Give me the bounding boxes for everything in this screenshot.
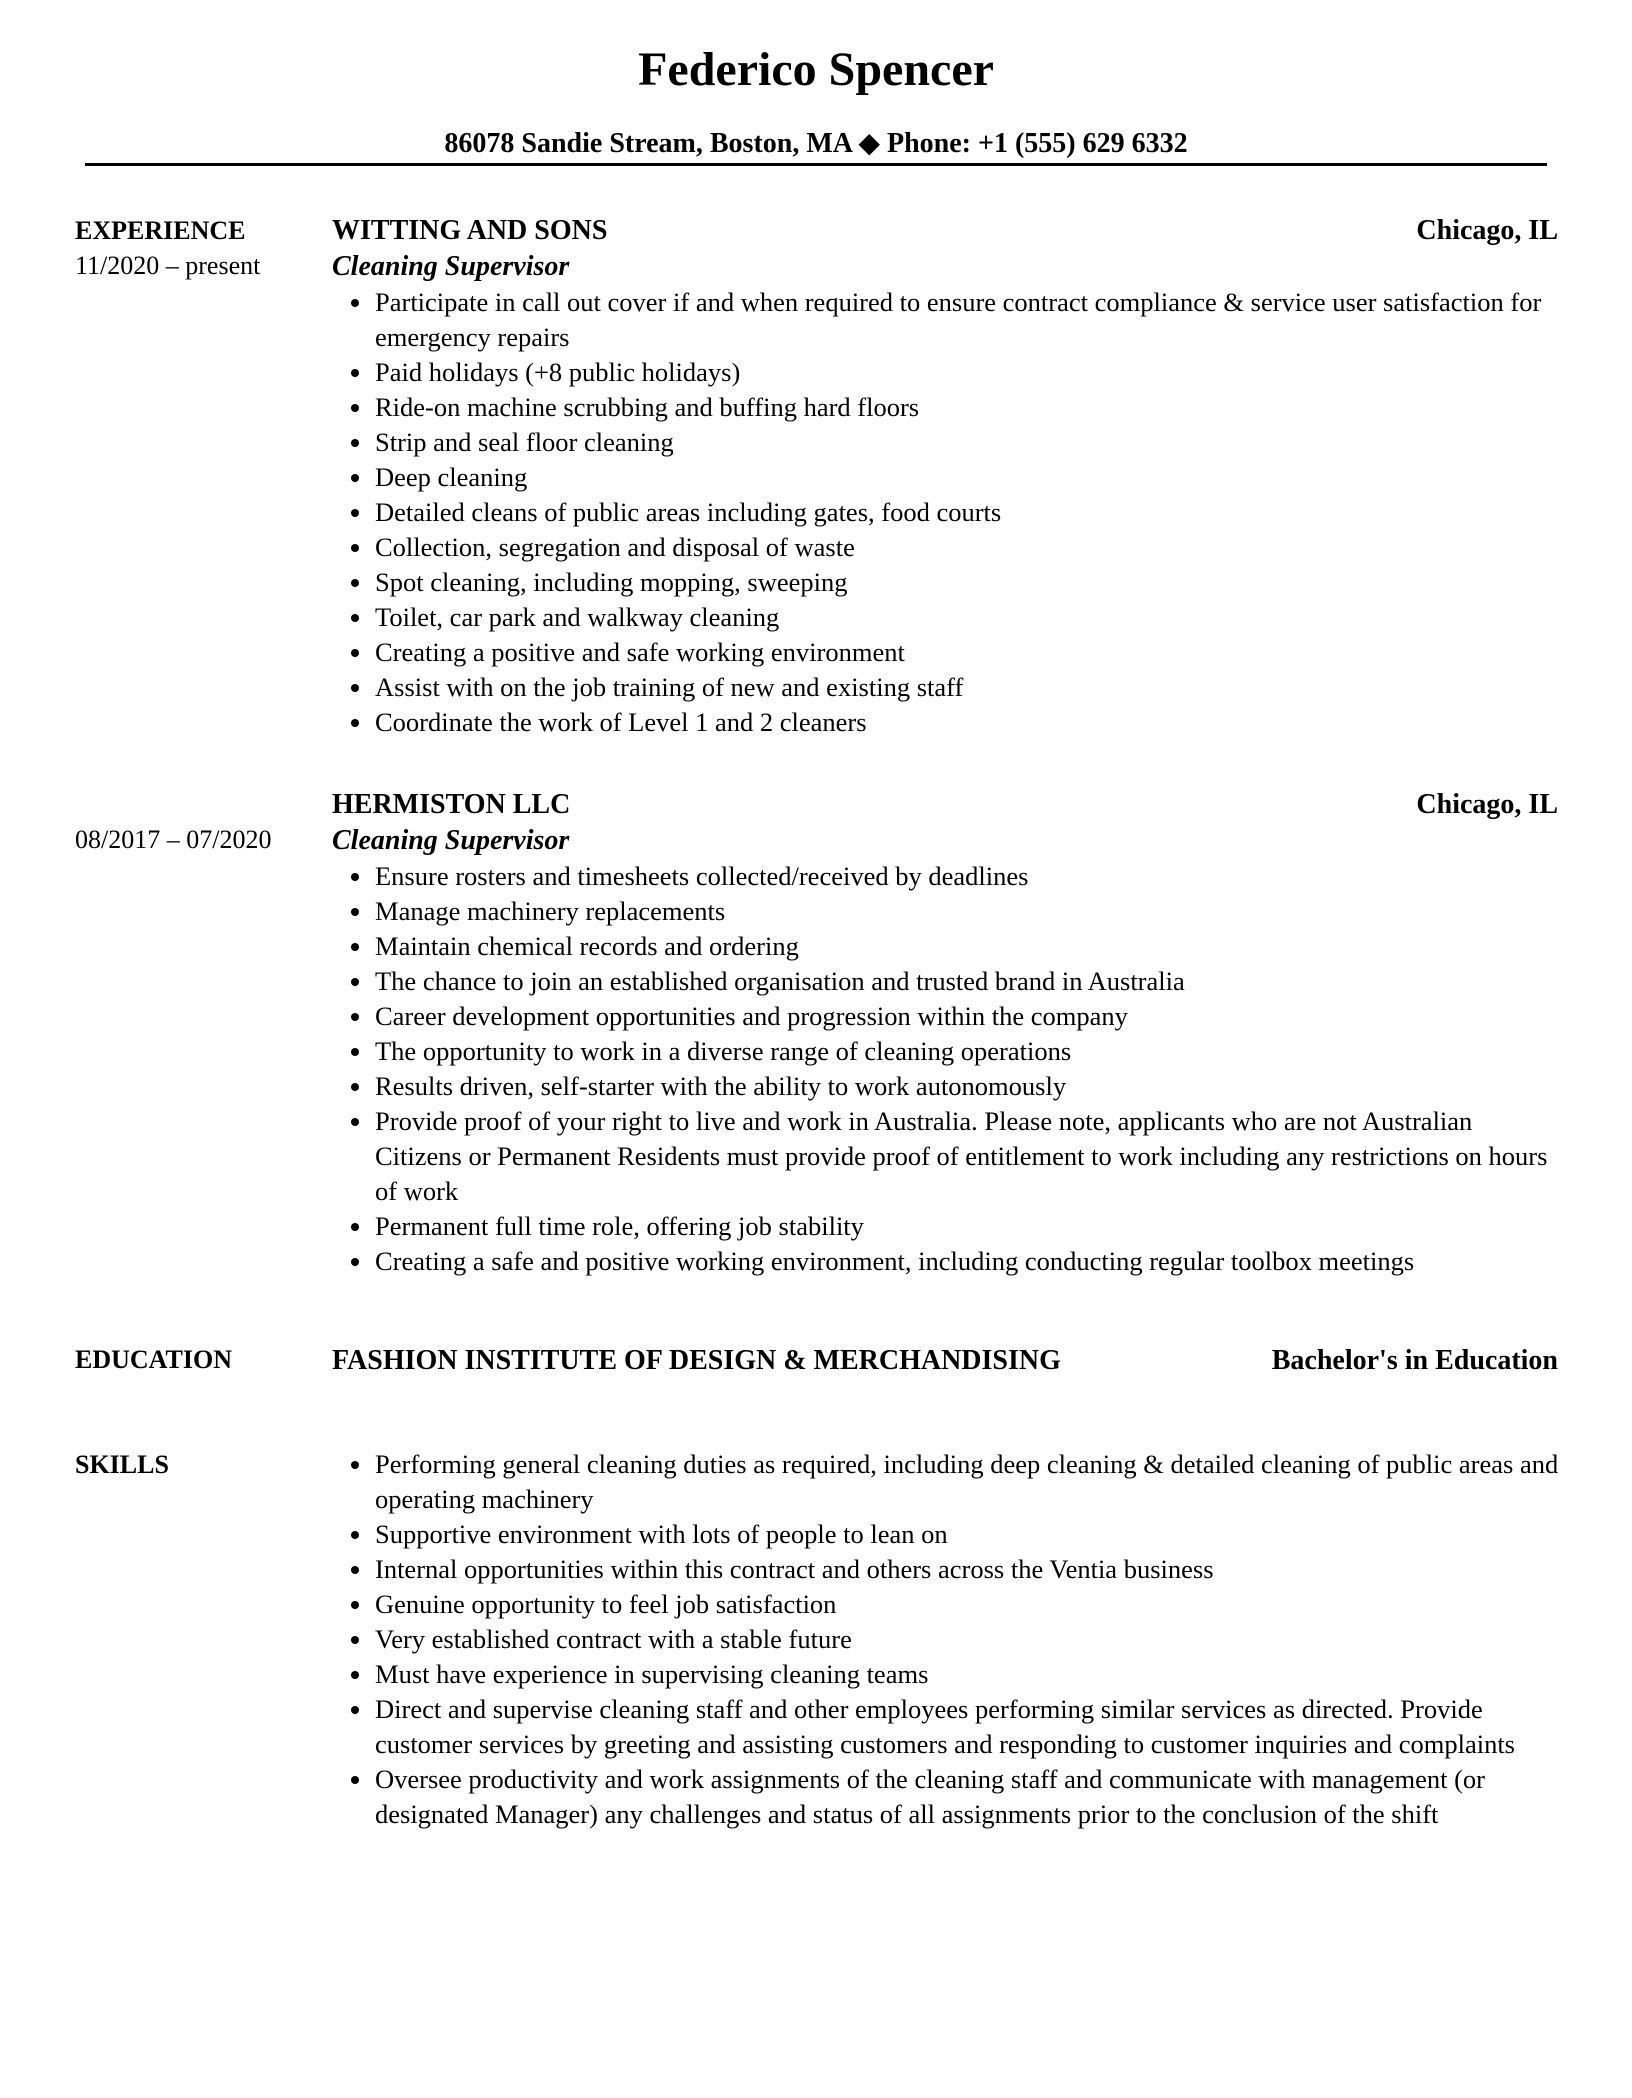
list-item: Toilet, car park and walkway cleaning [332,600,1562,635]
list-item: Manage machinery replacements [332,894,1562,929]
list-item: Direct and supervise cleaning staff and other employees performing similar services as directed. Provide customer services by greeting and assisting customers and responding to customer inquiries and complaints [332,1692,1562,1762]
job-header [332,213,1558,249]
list-item: Collection, segregation and disposal of waste [332,530,1562,565]
job-dates: 08/2017 – 07/2020 [75,825,272,854]
list-item: Strip and seal floor cleaning [332,425,1562,460]
list-item: Paid holidays (+8 public holidays) [332,355,1562,390]
school-name: FASHION INSTITUTE OF DESIGN & MERCHANDISING [332,1345,1061,1376]
list-item: Very established contract with a stable future [332,1622,1562,1657]
candidate-name: Federico Spencer [638,43,994,96]
contact-line: 86078 Sandie Stream, Boston, MA ◆ Phone: +1 (555) 629 6332 [444,128,1188,159]
header-divider [85,163,1547,166]
list-item: Detailed cleans of public areas including gates, food courts [332,495,1562,530]
experience-section-title: EXPERIENCE [75,216,246,245]
job-bullets [332,285,1562,740]
list-item: Creating a safe and positive working environment, including conducting regular toolbox meetings [332,1244,1562,1279]
job-header [332,787,1558,823]
education-entry [332,1343,1558,1379]
list-item: Provide proof of your right to live and work in Australia. Please note, applicants who are not Australian Citizens or Permanent Residents must provide proof of entitlement to work including any restrictions on hours of work [332,1104,1562,1209]
list-item: Creating a positive and safe working environment [332,635,1562,670]
list-item: The opportunity to work in a diverse range of cleaning operations [332,1034,1562,1069]
list-item: Ensure rosters and timesheets collected/received by deadlines [332,859,1562,894]
job-dates: 11/2020 – present [75,251,261,280]
list-item: Ride-on machine scrubbing and buffing hard floors [332,390,1562,425]
list-item: Career development opportunities and progression within the company [332,999,1562,1034]
list-item: Supportive environment with lots of people to lean on [332,1517,1562,1552]
list-item: Internal opportunities within this contract and others across the Ventia business [332,1552,1562,1587]
skills-section-title: SKILLS [75,1450,169,1479]
list-item: Deep cleaning [332,460,1562,495]
list-item: Coordinate the work of Level 1 and 2 cleaners [332,705,1562,740]
list-item: Maintain chemical records and ordering [332,929,1562,964]
job-role: Cleaning Supervisor [332,825,570,856]
list-item: Genuine opportunity to feel job satisfaction [332,1587,1562,1622]
list-item: Performing general cleaning duties as required, including deep cleaning & detailed cleaning of public areas and operating machinery [332,1447,1562,1517]
list-item: Must have experience in supervising cleaning teams [332,1657,1562,1692]
education-section-title: EDUCATION [75,1345,232,1374]
list-item: Participate in call out cover if and when required to ensure contract compliance & service user satisfaction for emergency repairs [332,285,1562,355]
company-name: WITTING AND SONS [332,215,608,246]
list-item: Oversee productivity and work assignments of the cleaning staff and communicate with management (or designated Manager) any challenges and status of all assignments prior to the conclusion of the shift [332,1762,1562,1832]
list-item: The chance to join an established organisation and trusted brand in Australia [332,964,1562,999]
list-item: Permanent full time role, offering job stability [332,1209,1562,1244]
job-location: Chicago, IL [1416,215,1558,246]
job-location: Chicago, IL [1416,789,1558,820]
list-item: Assist with on the job training of new and existing staff [332,670,1562,705]
list-item: Results driven, self-starter with the ability to work autonomously [332,1069,1562,1104]
degree: Bachelor's in Education [1271,1345,1558,1376]
skills-bullets [332,1447,1562,1832]
job-bullets [332,859,1562,1279]
list-item: Spot cleaning, including mopping, sweeping [332,565,1562,600]
job-role: Cleaning Supervisor [332,251,570,282]
company-name: HERMISTON LLC [332,789,571,820]
